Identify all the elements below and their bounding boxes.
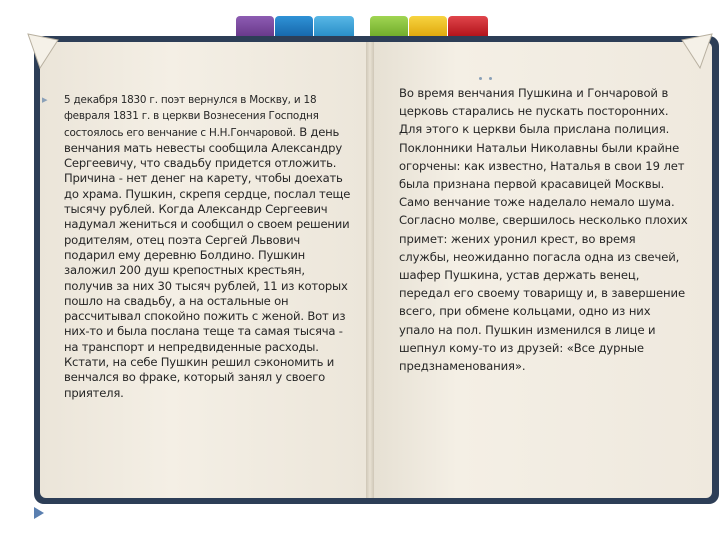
left-page-body: В день венчания мать невесты сообщила Александру Сергеевичу, что свадьбу придется отложить. Причина - нет денег на карету, чтобы доехать до храма. Пушкин, скрепя сердце, послал теще тысячу рублей. Когда Александр Сергеевич надумал жениться и сообщил о своем решении родителям, отец поэта Сергей Львович подарил ему деревню Болдино. Пушкин заложил 200 душ крепостных крестьян, получив за них 30 тысяч рублей, 11 из которых пошло на свадьбу, а на остальные он рассчитывал спокойно пожить с женой. Вот из них-то и была послана теще та самая тысяча - на транспорт и непредвиденные расходы. Кстати, на себе Пушкин решил сэкономить и венчался во фраке, который занял у своего приятеля. xyxy=(64,124,351,400)
left-bullet-icon: ▸ xyxy=(42,93,48,106)
left-page-corner xyxy=(26,30,60,70)
tab-green xyxy=(370,16,408,36)
right-page-text: Во время венчания Пушкина и Гончаровой в церковь старались не пускать посторонних. Для этого к церкви была прислана полиция. Поклонники Натальи Николавны были крайне огорчены: как известно, Наталья в свои 19 лет была признана первой красавицей Москвы. Само венчание тоже наделало немало шума. Согласно молве, свершилось несколько плохих примет: жених уронил крест, во время службы, неожиданно погасла одна из свечей, шафер Пушкина, устав держать венец, передал его своему товарищу и, в завершение всего, при обмене кольцами, одно из них упало на пол. Пушкин изменился в лице и шепнул кому-то из друзей: «Все дурные предзнаменования». xyxy=(399,86,688,374)
book-spine xyxy=(366,42,374,498)
tab-blue xyxy=(275,16,313,36)
right-bullet-dot xyxy=(479,77,482,80)
tab-light-blue xyxy=(314,16,354,36)
right-page-corner xyxy=(680,30,714,70)
left-page-text xyxy=(64,92,354,401)
tab-red xyxy=(448,16,488,36)
left-page-lead: 5 декабря 1830 г. поэт вернулся в Москву, и 18 февраля 1831 г. в церкви Вознесения Господня состоялось его венчание с Н.Н.Гончаровой. xyxy=(64,94,319,139)
right-bullet-dot-2 xyxy=(489,77,492,80)
tab-yellow xyxy=(409,16,447,36)
next-slide-arrow-icon[interactable] xyxy=(33,506,45,520)
tab-purple xyxy=(236,16,274,36)
